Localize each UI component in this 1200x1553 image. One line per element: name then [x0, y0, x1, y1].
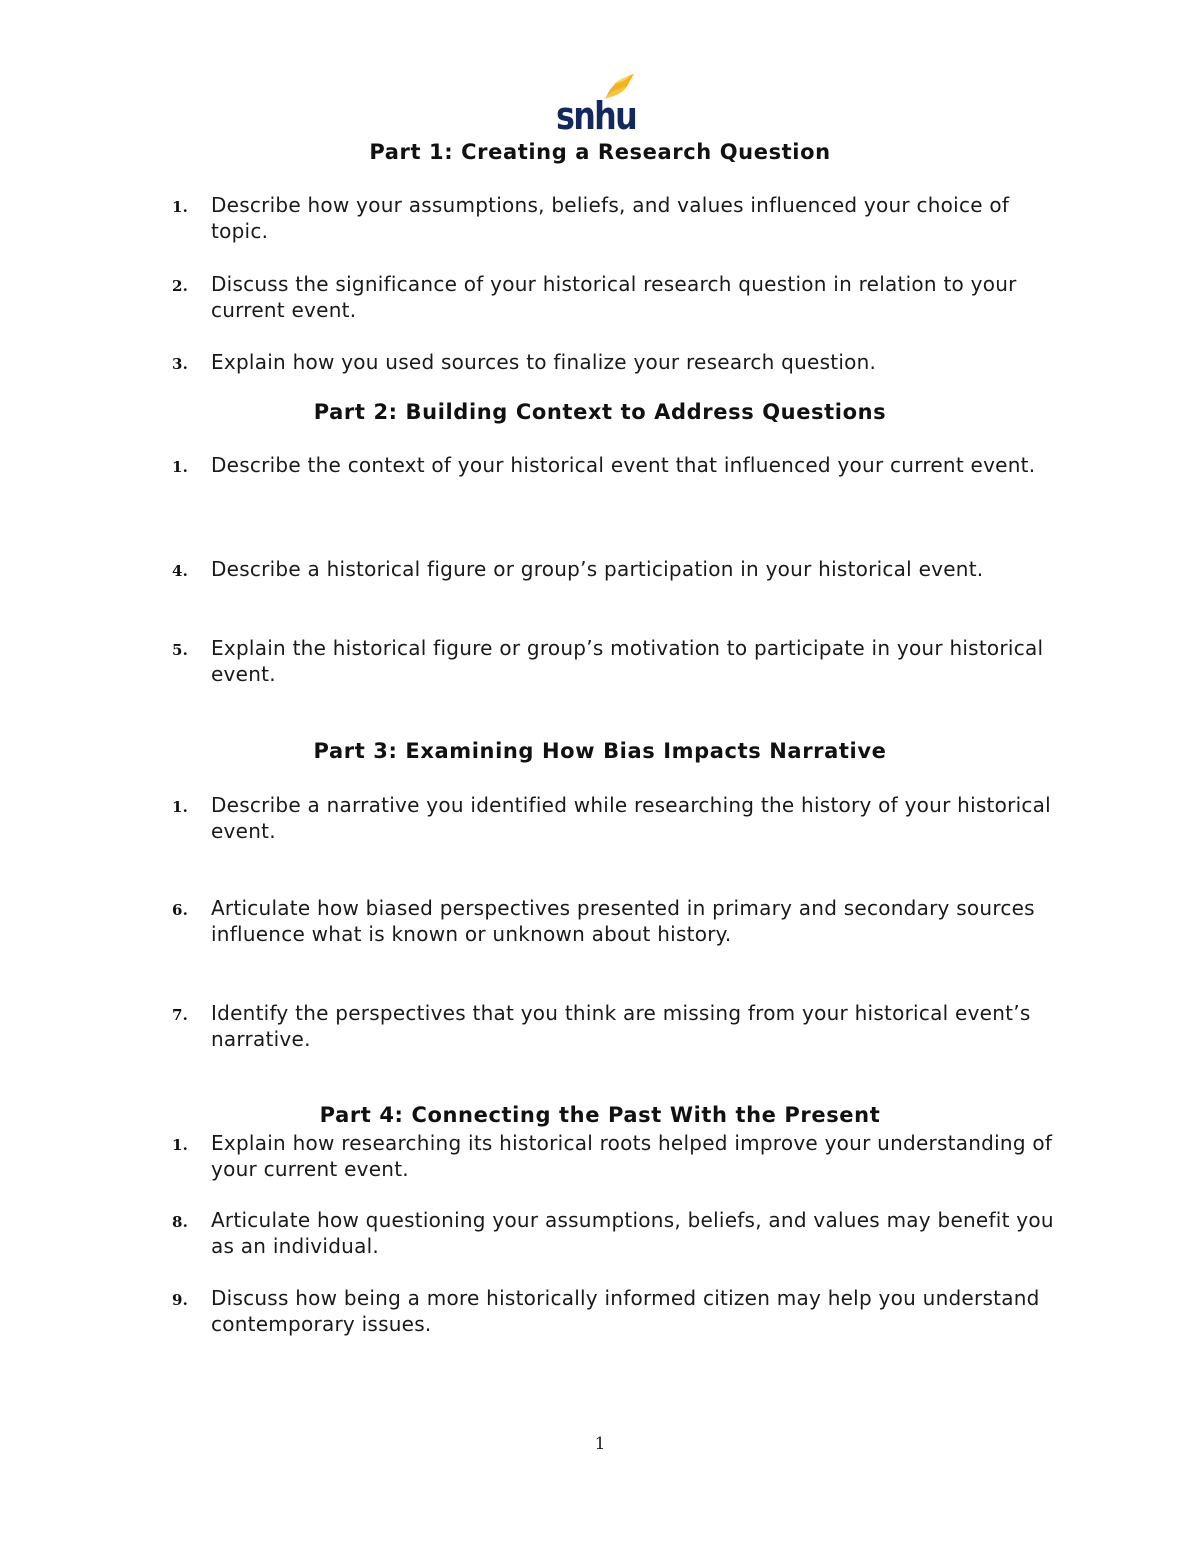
item-text: Identify the perspectives that you think are missing from your historical event’s narrative. [211, 1001, 1031, 1051]
section-3-title: Part 3: Examining How Bias Impacts Narrative [313, 739, 887, 763]
item-number: 8. [172, 1213, 189, 1231]
item-text: Describe a narrative you identified while researching the history of your historical event. [211, 793, 1051, 843]
item-text: Explain the historical figure or group’s motivation to participate in your historical event. [211, 636, 1044, 686]
item-number: 9. [172, 1291, 189, 1309]
item-number: 5. [172, 641, 189, 659]
section-2-title: Part 2: Building Context to Address Questions [313, 400, 887, 424]
section-4-title: Part 4: Connecting the Past With the Present [319, 1103, 881, 1127]
item-text: Describe a historical figure or group’s participation in your historical event. [211, 557, 984, 581]
section-1-title: Part 1: Creating a Research Question [369, 140, 831, 164]
item-number: 1. [172, 1136, 189, 1154]
item-text: Explain how researching its historical roots helped improve your understanding of your current event. [211, 1131, 1053, 1181]
item-text: Explain how you used sources to finalize your research question. [211, 350, 877, 374]
snhu-logo [554, 72, 640, 138]
item-text: Articulate how biased perspectives presented in primary and secondary sources influence what is known or unknown about history. [211, 896, 1035, 946]
item-text: Articulate how questioning your assumptions, beliefs, and values may benefit you as an individual. [211, 1208, 1054, 1258]
item-number: 2. [172, 277, 189, 295]
item-number: 4. [172, 562, 189, 580]
logo-wordmark: snhu [556, 94, 636, 138]
item-number: 6. [172, 901, 189, 919]
item-number: 3. [172, 355, 189, 373]
item-text: Describe how your assumptions, beliefs, and values influenced your choice of topic. [211, 193, 1010, 243]
item-number: 1. [172, 798, 189, 816]
item-text: Discuss how being a more historically informed citizen may help you understand contemporary issues. [211, 1286, 1040, 1336]
item-number: 1. [172, 198, 189, 216]
item-number: 7. [172, 1006, 189, 1024]
item-text: Discuss the significance of your historical research question in relation to your current event. [211, 272, 1017, 322]
page-number: 1 [594, 1434, 606, 1454]
item-text: Describe the context of your historical event that influenced your current event. [211, 453, 1036, 477]
item-number: 1. [172, 458, 189, 476]
